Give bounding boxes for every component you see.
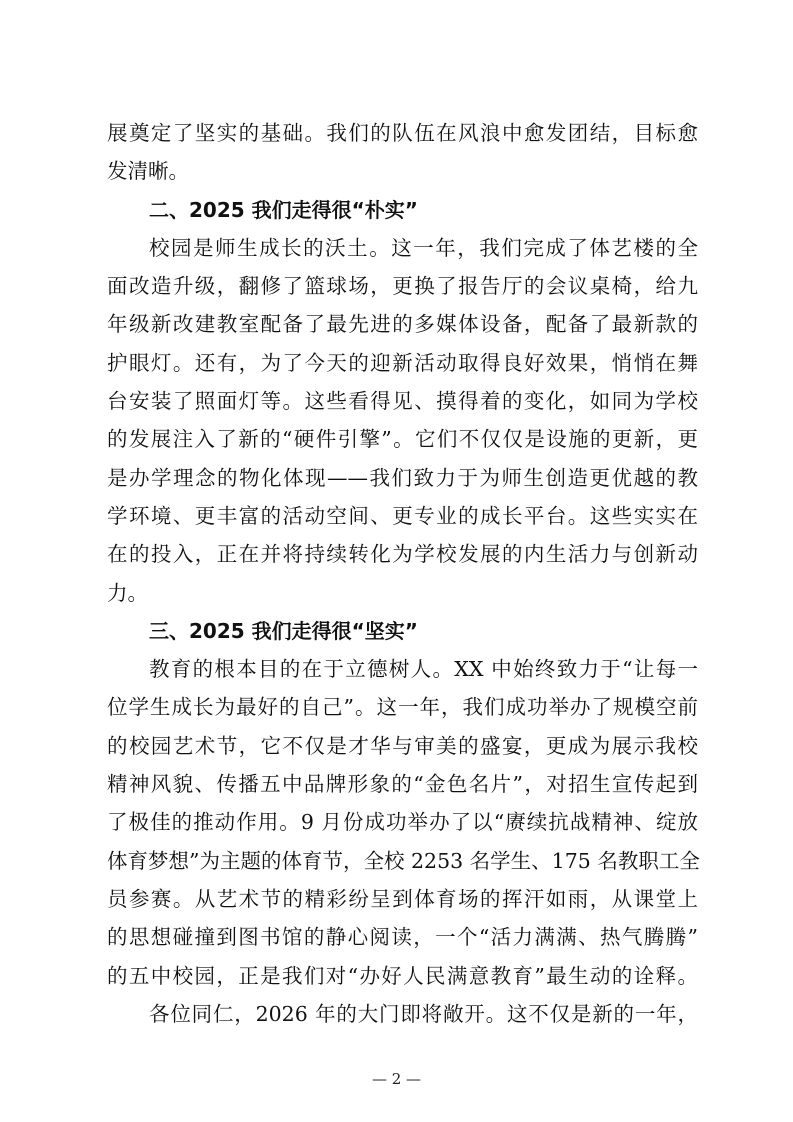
paragraph-line: 的五中校园，正是我们对“办好人民满意教育”最生动的诠释。	[107, 963, 698, 988]
paragraph-line: 位学生成长为最好的自己”。这一年，我们成功举办了规模空前	[107, 695, 698, 720]
paragraph-line: 在的投入，正在并将持续转化为学校发展的内生活力与创新动	[107, 542, 698, 567]
paragraph-line: 的发展注入了新的“硬件引擎”。它们不仅仅是设施的更新，更	[107, 427, 698, 452]
paragraph-line: 面改造升级，翻修了篮球场，更换了报告厅的会议桌椅，给九	[107, 274, 698, 299]
paragraph-line: 学环境、更丰富的活动空间、更专业的成长平台。这些实实在	[107, 503, 698, 528]
paragraph-line: 体育梦想”为主题的体育节，全校 2253 名学生、175 名教职工全	[107, 848, 700, 873]
paragraph-line: 台安装了照面灯等。这些看得见、摸得着的变化，如同为学校	[107, 389, 698, 414]
paragraph-line: 员参赛。从艺术节的精彩纷呈到体育场的挥汗如雨，从课堂上	[107, 886, 698, 911]
paragraph-line: 精神风貌、传播五中品牌形象的“金色名片”，对招生宣传起到	[107, 772, 698, 797]
page-number: — 2 —	[371, 1070, 422, 1088]
document-body	[107, 114, 698, 1033]
paragraph-line: 发清晰。	[107, 159, 189, 184]
paragraph-line: 力。	[107, 580, 148, 605]
paragraph-line: 校园是师生成长的沃土。这一年，我们完成了体艺楼的全	[149, 235, 698, 260]
paragraph-line: 各位同仁，2026 年的大门即将敞开。这不仅是新的一年，	[149, 1001, 698, 1026]
paragraph-line: 是办学理念的物化体现——我们致力于为师生创造更优越的教	[107, 465, 698, 490]
section-heading-3: 三、2025 我们走得很“坚实”	[149, 618, 418, 643]
paragraph-line: 了极佳的推动作用。9 月份成功举办了以“赓续抗战精神、绽放	[107, 810, 698, 835]
paragraph-line: 年级新改建教室配备了最先进的多媒体设备，配备了最新款的	[107, 312, 698, 337]
paragraph-line: 护眼灯。还有，为了今天的迎新活动取得良好效果，悄悄在舞	[107, 350, 698, 375]
paragraph-line: 的校园艺术节，它不仅是才华与审美的盛宴，更成为展示我校	[107, 733, 698, 758]
paragraph-line: 的思想碰撞到图书馆的静心阅读，一个“活力满满、热气腾腾”	[107, 925, 698, 950]
section-heading-2: 二、2025 我们走得很“朴实”	[149, 197, 418, 222]
paragraph-line: 教育的根本目的在于立德树人。XX 中始终致力于“让每一	[149, 657, 698, 682]
paragraph-line: 展奠定了坚实的基础。我们的队伍在风浪中愈发团结，目标愈	[107, 121, 698, 145]
